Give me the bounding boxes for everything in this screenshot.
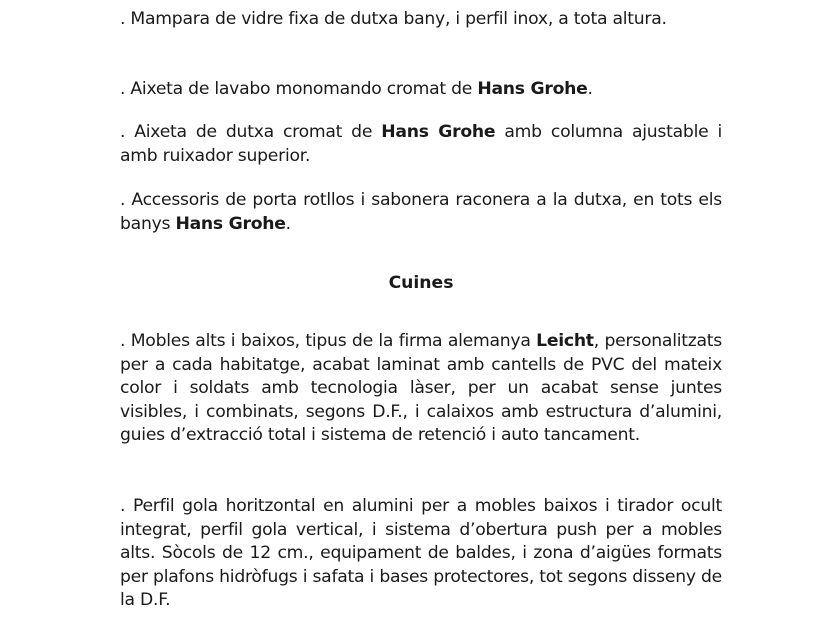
kitchen-item-furniture-text: . Mobles alts i baixos, tipus de la firma alemanya <box>120 331 537 351</box>
kitchen-item-profiles-text: . Perfil gola horitzontal en alumini per a mobles baixos i tirador ocult integrat, perfil gola vertical, i sistema d’obertura push per a mobles alts. Sòcols de 12 cm., equipament de baldes, i zona d’aigües formats per plafons hidròfugs i safata i bases protectores, tot segons disseny de la D.F. <box>120 496 722 610</box>
brand-hans-grohe: Hans Grohe <box>381 122 496 142</box>
bath-item-shower-tap-text: . Aixeta de dutxa cromat de <box>120 122 382 142</box>
bath-item-shower-tap-end: amb columna ajustable i amb ruixador superior. <box>120 122 723 166</box>
bath-item-accessories-end: . <box>285 213 291 234</box>
kitchen-item-profiles <box>120 495 722 613</box>
brand-hans-grohe: Hans Grohe <box>477 79 588 99</box>
brand-hans-grohe: Hans Grohe <box>175 213 286 234</box>
bath-item-screen-text: . Mampara de vidre fixa de dutxa bany, i perfil inox, a tota altura. <box>120 9 667 29</box>
bath-item-basin-tap-text: . Aixeta de lavabo monomando cromat de <box>120 79 478 99</box>
bath-item-shower-tap <box>120 121 722 168</box>
bath-item-accessories <box>120 189 722 236</box>
bath-item-basin-tap-end: . <box>587 79 593 99</box>
brand-leicht: Leicht <box>536 331 594 351</box>
bath-item-basin-tap <box>120 78 722 102</box>
bath-item-accessories-text: . Accessoris de porta rotllos i sabonera raconera a la dutxa, en tots els banys <box>120 190 722 234</box>
kitchen-item-furniture-end: , personalitzats per a cada habitatge, acabat laminat amb cantells de PVC del mateix color i soldats amb tecnologia làser, per un acabat sense juntes visibles, i combinats, segons D.F., i calaixos amb estructura d’alumini, guies d’extracció total i sistema de retenció i auto tancament. <box>120 331 722 445</box>
kitchen-item-furniture <box>120 330 722 448</box>
section-heading-kitchen: Cuines <box>388 273 454 293</box>
bath-item-screen <box>120 8 722 32</box>
